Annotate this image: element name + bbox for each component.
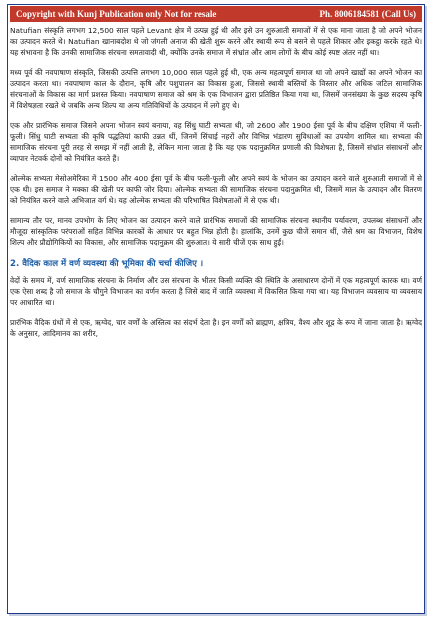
question-heading: 2. वैदिक काल में वर्ण व्यवस्था की भूमिका की चर्चा कीजिए ।: [10, 259, 204, 269]
paragraph-natufian: Natufian संस्कृति लगभग 12,500 साल पहले Levant क्षेत्र में उत्पन्न हुई थी और इसे उन शुरुआती समाजों में से एक माना जाता है जो अपने भोजन का उत्पादन करते थे। Natufian खानाबदोश थे जो जंगली अनाज की खेती शुरू करने और स्थायी रूप से बसने से पहले शिकार और इकट्ठा करके रहते थे। यह संभावना है कि उनकी सामाजिक संरचना समतावादी थी, क्योंकि उनके समाज में संभ्रांत और आम लोगों के बीच कोई स्पष्ट अंतर नहीं था।: [10, 26, 422, 57]
paragraph-summary: सामान्य तौर पर, मानव उपभोग के लिए भोजन का उत्पादन करने वाले प्रारंभिक समाजों की सामाजिक संरचना स्थानीय पर्यावरण, उपलब्ध संसाधनों और मौजूदा सांस्कृतिक परंपराओं सहित विभिन्न कारकों के आधार पर बहुत भिन्न होती है। हालांकि, उनमें कुछ चीजें समान थीं, जैसे श्रम का विभाजन, विशेष शिल्प और प्रौद्योगिकियों का विकास, और सामाजिक पदानुक्रम की शुरुआत। ये सारी चीजें एक साथ हुईं।: [10, 216, 422, 247]
answer-paragraph-2: प्रारंभिक वैदिक ग्रंथों में से एक, ऋग्वेद, चार वर्णों के अस्तित्व का संदर्भ देता है। इन वर्णों को ब्राह्मण, क्षत्रिय, वैश्य और शूद्र के रूप में जाना जाता है। ऋग्वेद के अनुसार, आदिमानव का शरीर,: [10, 318, 422, 338]
copyright-banner: [10, 6, 422, 22]
paragraph-olmec: ओल्मेक सभ्यता मेसोअमेरिका में 1500 और 400 ईसा पूर्व के बीच फली-फूली और अपने स्वयं के भोजन का उत्पादन करने वाले शुरुआती समाजों में से एक थी। इस समाज ने मक्का की खेती पर काफी जोर दिया। ओल्मेक सभ्यता की सामाजिक संरचना पदानुक्रमित थी, जिसमें माल के उत्पादन और वितरण को नियंत्रित करने वाले अभिजात वर्ग थे। यह ओल्मेक सभ्यता की परिभाषित विशेषताओं में से एक थी।: [10, 174, 422, 205]
paragraph-neolithic: मध्य पूर्व की नवपाषाण संस्कृति, जिसकी उत्पत्ति लगभग 10,000 साल पहले हुई थी, एक अन्य महत्वपूर्ण समाज था जो अपने खाद्यों का अपने भोजन का उत्पादन करता था। नवपाषाण काल के दौरान, कृषि और पशुपालन का विकास हुआ, जिससे स्थायी बस्तियों के विस्तार और अधिक जटिल सामाजिक संरचनाओं के विकास का मार्ग प्रशस्त किया। नवपाषाण समाज को श्रम के एक विभाजन द्वारा प्रतिष्ठित किया गया था, जिसमें जनसंख्या के कुछ सदस्य कृषि में विशेषज्ञता रखते थे जबकि अन्य शिल्प या अन्य गतिविधियों के उत्पादन में लगे हुए थे।: [10, 68, 422, 110]
phone-number: Ph. 8006184581 (Call Us): [319, 9, 416, 19]
copyright-notice: Copyright with Kunj Publication only Not for resale: [16, 9, 217, 19]
paragraph-indus-valley: एक और प्रारंभिक समाज जिसने अपना भोजन स्वयं बनाया, वह सिंधु घाटी सभ्यता थी, जो 2600 और 1900 ईसा पूर्व के बीच दक्षिण एशिया में फली-फूली। सिंधु घाटी सभ्यता की कृषि पद्धतियां काफी उन्नत थीं, जिनमें सिंचाई नहरों और विभिन्न भंडारण सुविधाओं का उपयोग शामिल था। सभ्यता की सामाजिक संरचना पूरी तरह से समझ में नहीं आती है, लेकिन माना जाता है कि यह एक पदानुक्रमित प्रणाली की विशेषता है, जिसमें संभ्रांत संसाधनों और व्यापार नेटवर्क दोनों को नियंत्रित करते हैं।: [10, 121, 422, 163]
answer-paragraph-1: वेदों के समय में, वर्ण सामाजिक संरचना के निर्माण और उस संरचना के भीतर किसी व्यक्ति की स्थिति के असाधारण दोनों में एक महत्वपूर्ण कारक था। वर्ण एक ऐसा शब्द है जो समाज के चौगुने विभाजन का वर्णन करता है जिसे बाद में जाति व्यवस्था में विकसित किया गया था। यह विभाजन व्यवसाय या व्यवसाय पर आधारित था।: [10, 276, 422, 307]
